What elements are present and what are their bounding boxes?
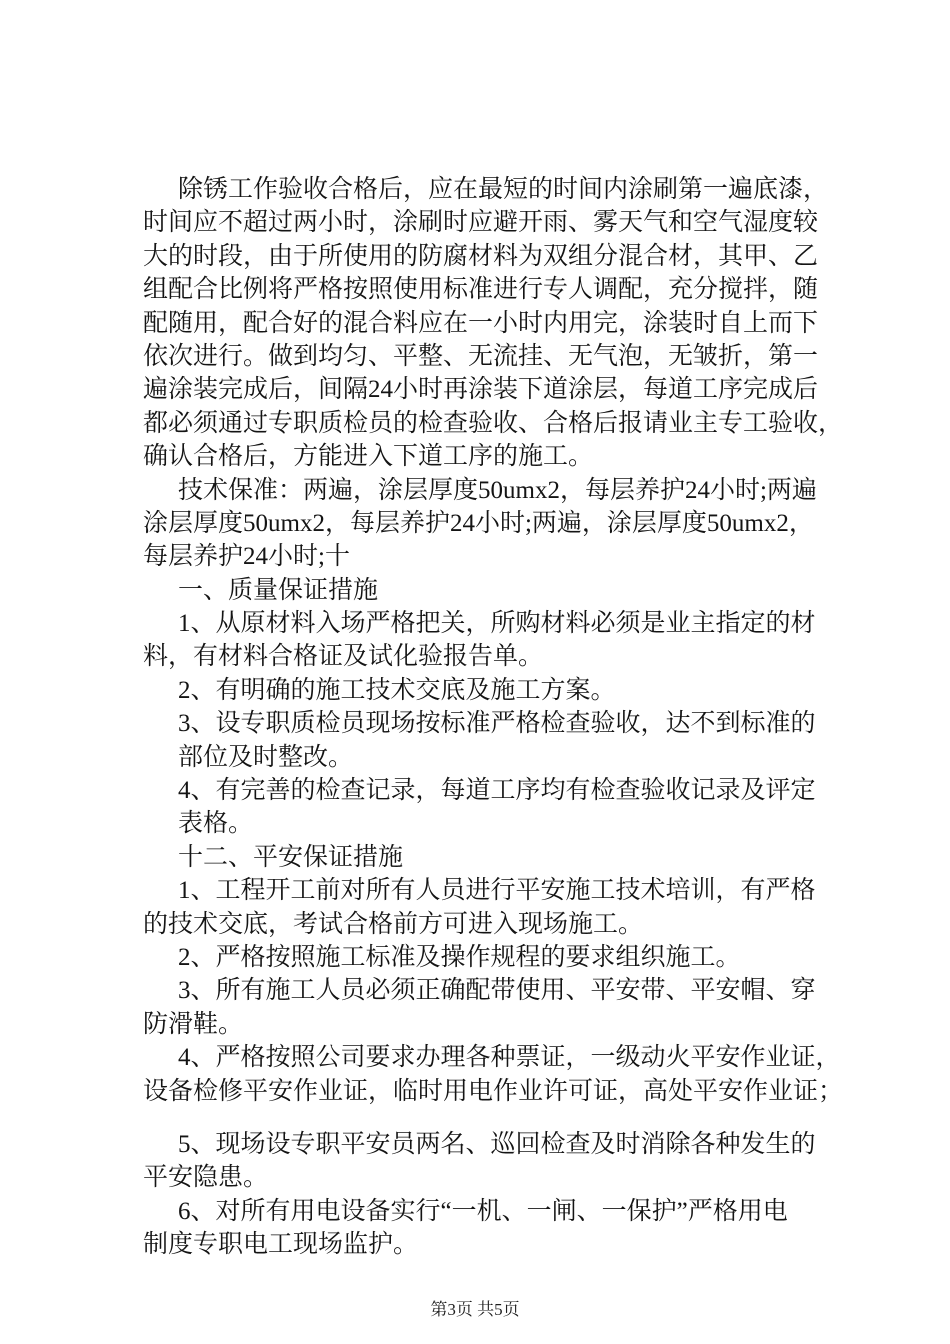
text-line: 都必须通过专职质检员的检查验收、合格后报请业主专工验收， <box>143 409 844 437</box>
page-footer <box>0 1300 950 1320</box>
list-item-safety-2 <box>143 941 903 974</box>
text-line: 每层养护24小时;十 <box>143 543 350 571</box>
text-line: 配随用，配合好的混合料应在一小时内用完，涂装时自上而下 <box>143 309 819 337</box>
list-item-quality-4 <box>143 774 903 841</box>
text-line: 平安隐患。 <box>143 1164 269 1192</box>
text-line: 组配合比例将严格按照使用标准进行专人调配，充分搅拌，随 <box>143 276 819 304</box>
text-line: 的技术交底，考试合格前方可进入现场施工。 <box>143 910 644 938</box>
text-line: 部位及时整改。 <box>178 743 354 771</box>
text-line: 除锈工作验收合格后，应在最短的时间内涂刷第一遍底漆， <box>178 176 829 203</box>
text-line: 3、设专职质检员现场按标准严格检查验收，达不到标准的 <box>178 710 816 738</box>
text-line: 涂层厚度50umx2，每层养护24小时;两遍，涂层厚度50umx2， <box>143 509 814 537</box>
section-heading: 一、质量保证措施 <box>178 576 379 604</box>
text-line: 2、有明确的施工技术交底及施工方案。 <box>178 676 616 704</box>
paragraph-technical-standard <box>143 474 903 574</box>
text-line: 料，有材料合格证及试化验报告单。 <box>143 643 544 671</box>
text-line: 防滑鞋。 <box>143 1010 244 1038</box>
text-line: 4、有完善的检查记录，每道工序均有检查验收记录及评定 <box>178 777 816 805</box>
text-line: 4、严格按照公司要求办理各种票证，一级动火平安作业证， <box>178 1044 841 1072</box>
section-heading: 十二、平安保证措施 <box>178 843 404 871</box>
text-line: 技术保准：两遍，涂层厚度50umx2，每层养护24小时;两遍 <box>178 476 817 504</box>
list-item-safety-6 <box>143 1195 903 1262</box>
text-line: 设备检修平安作业证，临时用电作业许可证，高处平安作业证； <box>143 1077 844 1105</box>
text-line: 依次进行。做到均匀、平整、无流挂、无气泡，无皱折，第一 <box>143 342 819 370</box>
text-line: 6、对所有用电设备实行“一机、一闸、一保护”严格用电 <box>178 1197 788 1225</box>
page-number: 第3页 共5页 <box>430 1300 520 1319</box>
document-body <box>143 173 903 1262</box>
paragraph-rust-removal <box>143 173 903 474</box>
text-line: 1、从原材料入场严格把关，所购材料必须是业主指定的材 <box>178 610 816 638</box>
text-line: 3、所有施工人员必须正确配带使用、平安带、平安帽、穿 <box>178 977 816 1005</box>
list-item-safety-3 <box>143 974 903 1041</box>
text-line: 1、工程开工前对所有人员进行平安施工技术培训，有严格 <box>178 877 816 905</box>
list-item-safety-4 <box>143 1041 903 1108</box>
text-line: 5、现场设专职平安员两名、巡回检查及时消除各种发生的 <box>178 1130 816 1158</box>
text-line: 表格。 <box>178 810 254 838</box>
list-item-quality-1 <box>143 607 903 674</box>
list-item-quality-2 <box>143 674 903 707</box>
section-heading-quality <box>143 574 903 607</box>
text-line: 遍涂装完成后，间隔24小时再涂装下道涂层，每道工序完成后 <box>143 376 819 404</box>
text-line: 大的时段，由于所使用的防腐材料为双组分混合材，其甲、乙 <box>143 242 819 270</box>
list-item-safety-5 <box>143 1128 903 1195</box>
list-item-quality-3 <box>143 707 903 774</box>
list-item-safety-1 <box>143 874 903 941</box>
text-line: 2、严格按照施工标准及操作规程的要求组织施工。 <box>178 943 741 971</box>
text-line: 制度专职电工现场监护。 <box>143 1231 419 1259</box>
text-line: 时间应不超过两小时，涂刷时应避开雨、雾天气和空气湿度较 <box>143 209 819 237</box>
section-heading-safety <box>143 841 903 874</box>
text-line: 确认合格后，方能进入下道工序的施工。 <box>143 443 594 471</box>
